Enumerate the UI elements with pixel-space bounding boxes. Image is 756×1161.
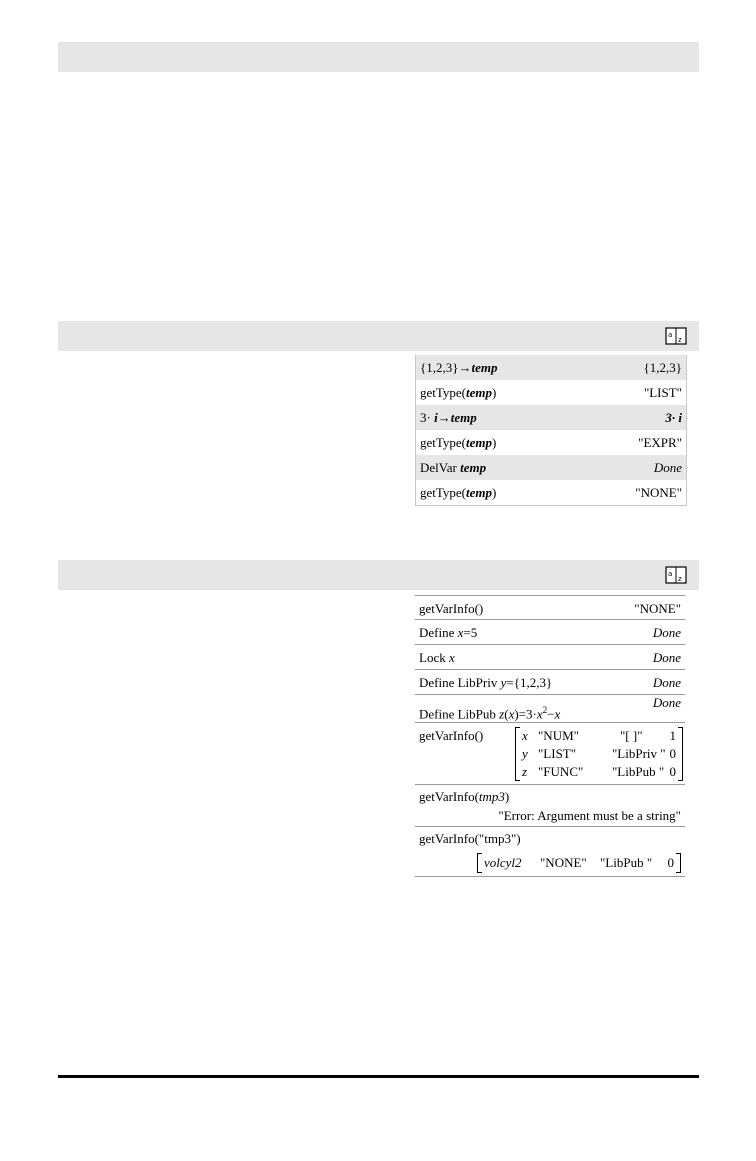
book-icon (665, 565, 687, 585)
section-header-bar-gettype (58, 321, 699, 351)
example-row: getVarInfo(tmp3) "Error: Argument must be a string" (415, 785, 685, 827)
example-row: DelVar temp Done (416, 455, 686, 480)
example-row: 3· i→temp 3· i (416, 405, 686, 430)
svg-text:z: z (678, 575, 682, 583)
example-row: getType(temp) "LIST" (420, 385, 682, 400)
example-row: {1,2,3}→temp {1,2,3} (416, 355, 686, 380)
example-row: Define LibPub $z(x)=3\cdot x^2-x$ Done (415, 695, 685, 723)
matrix-row: y "LIST" "LibPriv " 0 (522, 746, 676, 761)
getvarinfo-example-panel (415, 595, 685, 877)
example-row: Define x=5 Done (415, 620, 685, 645)
section-header-bar-getvarinfo (58, 560, 699, 590)
example-row: Define LibPriv y={1,2,3} Done (415, 670, 685, 695)
svg-text:a: a (668, 570, 673, 578)
example-row: getVarInfo() "NONE" (415, 595, 685, 620)
result-vector: volcyl2 "NONE" "LibPub " 0 (477, 853, 681, 873)
example-row: getVarInfo("tmp3") volcyl2 "NONE" "LibPub " 0 (415, 827, 685, 877)
matrix-row: z "FUNC" "LibPub " 0 (522, 764, 676, 779)
result-matrix (515, 727, 683, 781)
example-row: getType(temp) "EXPR" (420, 435, 682, 450)
matrix-row: x "NUM" "[ ]" 1 (522, 728, 676, 743)
svg-text:a: a (668, 331, 673, 339)
example-row: getVarInfo() x "NUM" "[ ]" 1 y "LIST" "LibPriv " 0 z "FUNC" "LibPub " 0 (415, 723, 685, 785)
svg-text:z: z (678, 336, 682, 344)
section-header-bar-1 (58, 42, 699, 72)
footer-rule (58, 1075, 699, 1078)
book-icon (665, 326, 687, 346)
example-row: getType(temp) "NONE" (420, 485, 682, 500)
example-row: Lock x Done (415, 645, 685, 670)
gettype-example-panel (415, 355, 687, 506)
